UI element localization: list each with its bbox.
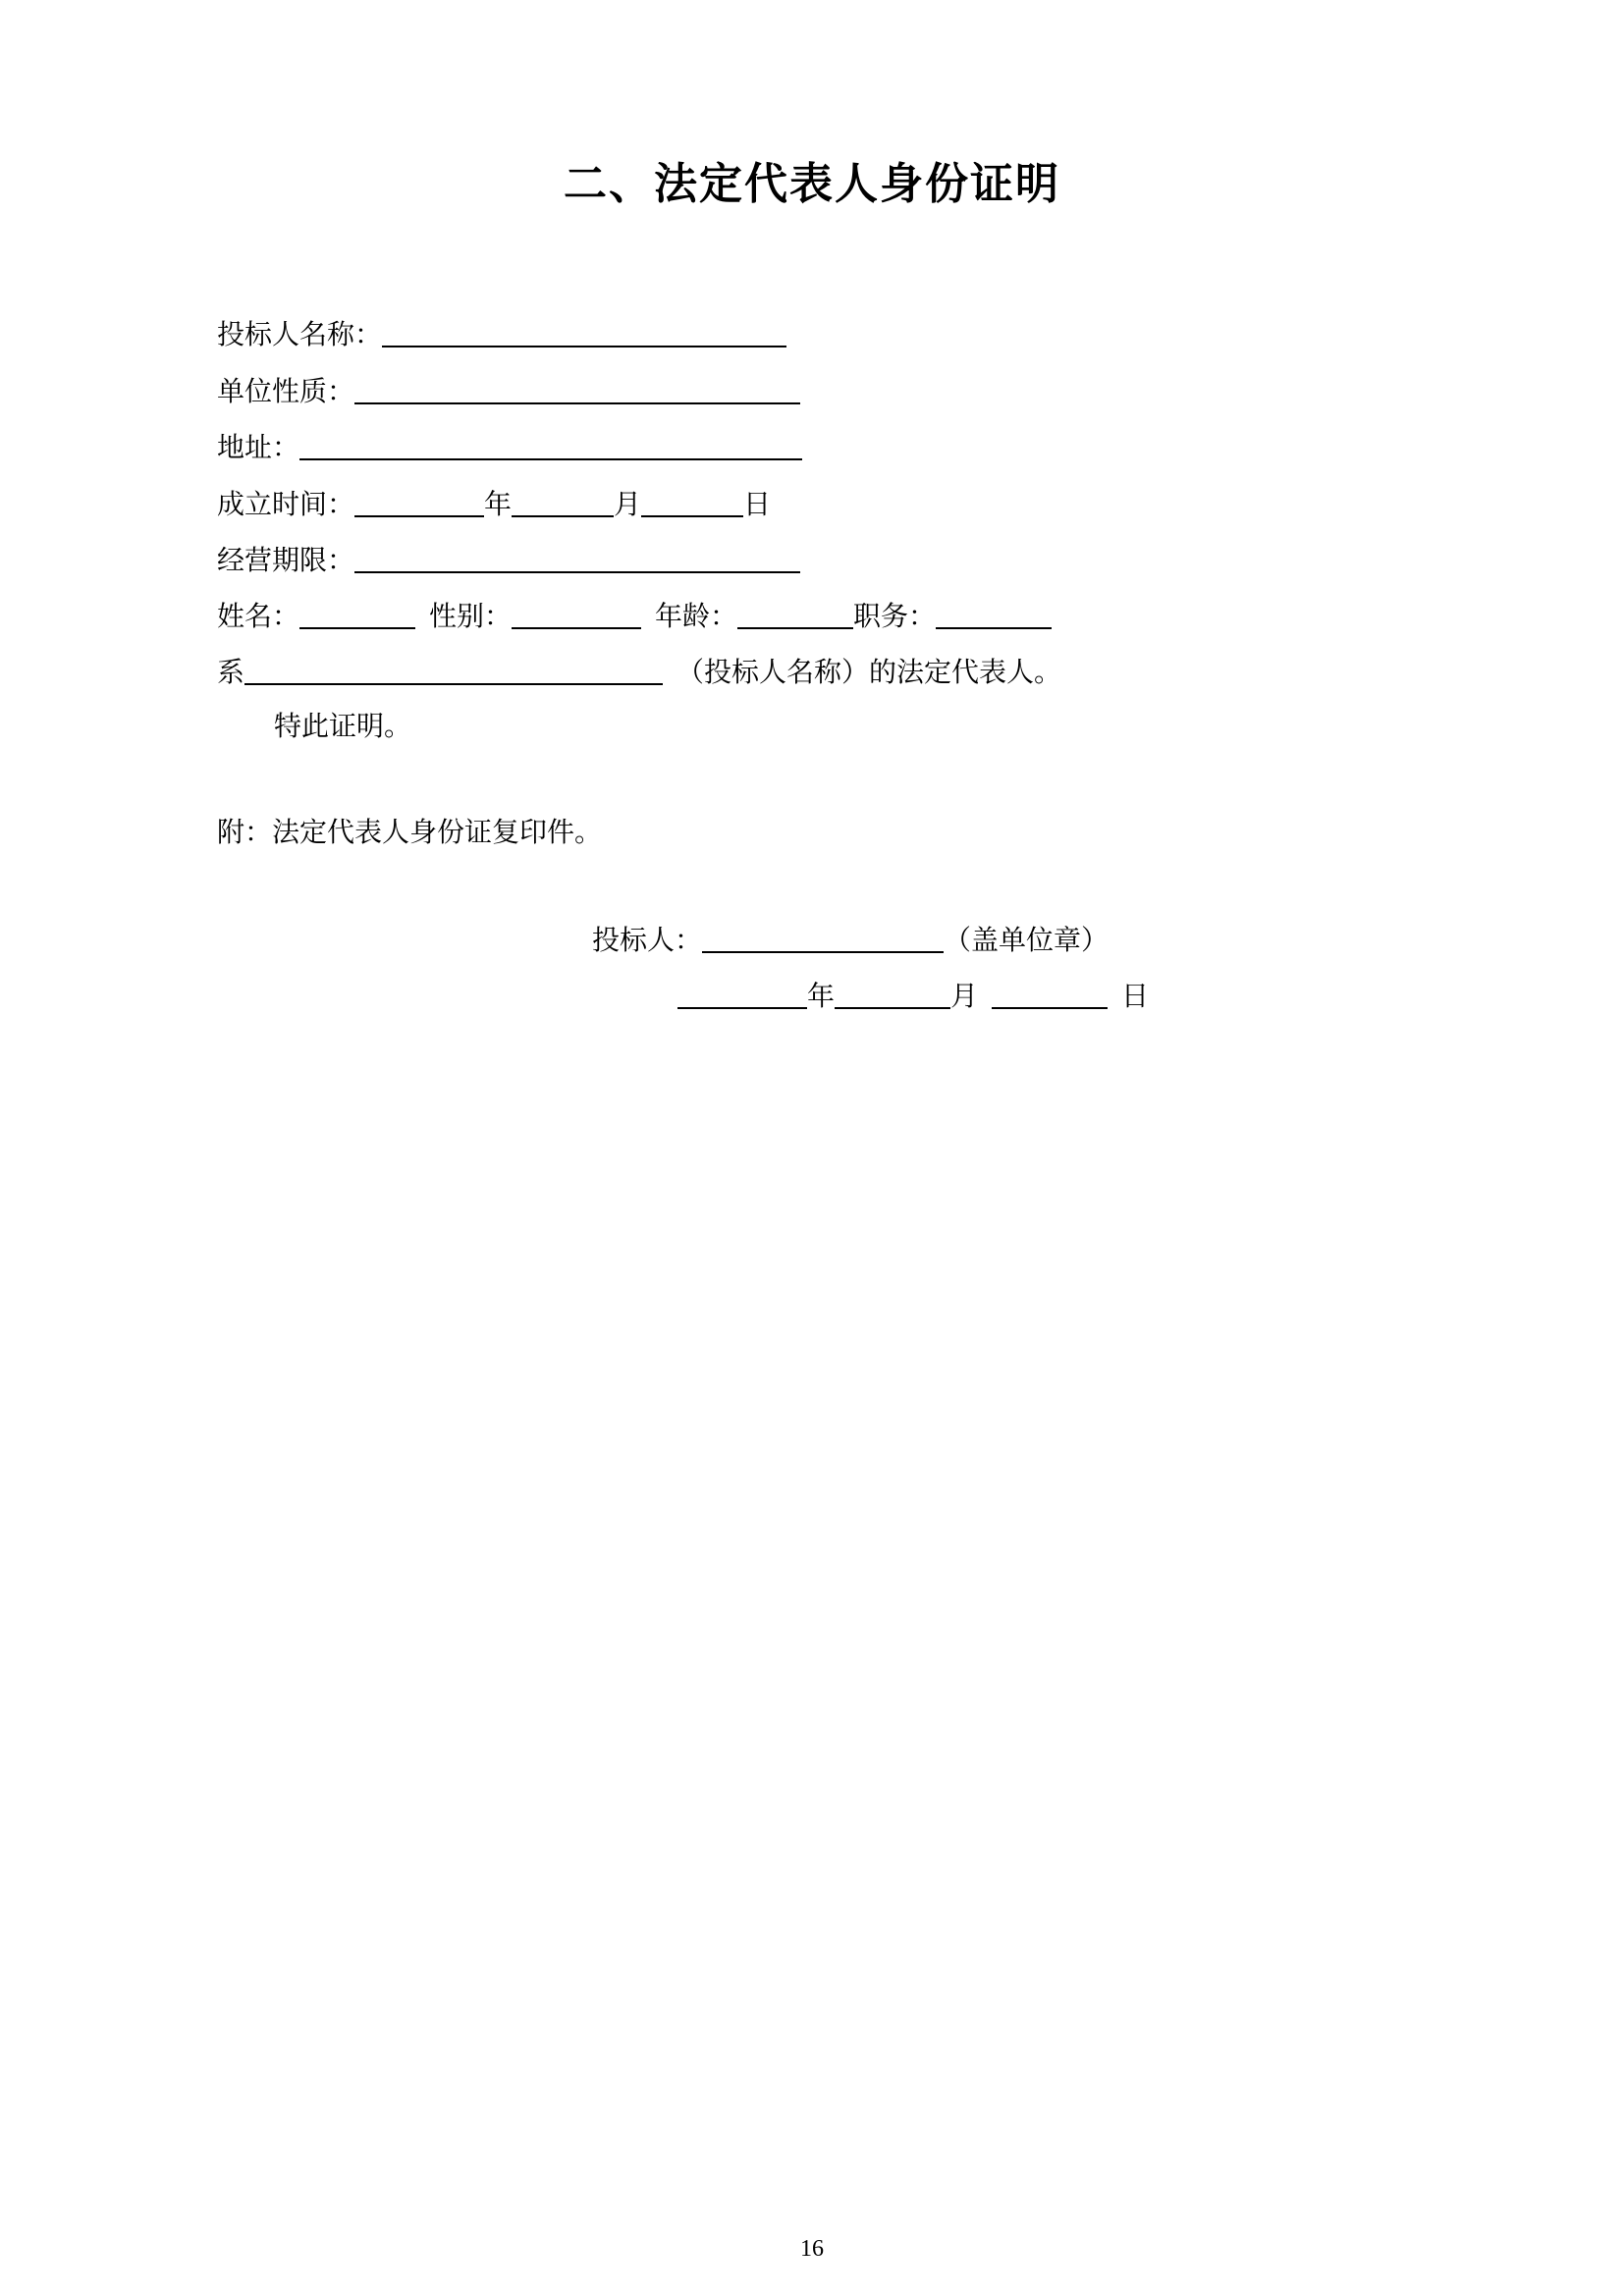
unit-nature-row [217,369,800,411]
unit-nature-blank[interactable] [354,373,800,404]
name-label: 姓名： [217,600,300,632]
legal-rep-bidder-blank[interactable] [244,654,663,685]
page-number: 16 [800,2236,824,2262]
gender-label: 性别： [429,600,513,632]
address-label: 地址： [217,431,300,463]
bidder-name-row [217,312,786,354]
seal-note: （盖单位章） [944,924,1110,956]
signer-blank[interactable] [702,922,944,953]
sign-day-unit: 日 [1121,980,1150,1012]
legal-rep-row [217,650,1061,692]
sign-month-unit: 月 [950,980,979,1012]
signer-row [592,918,1109,960]
bidder-name-blank[interactable] [382,316,786,347]
personal-info-row [217,594,1052,636]
is-suffix: （投标人名称）的法定代表人。 [677,656,1062,688]
position-blank[interactable] [936,598,1052,629]
business-term-row [217,538,800,580]
established-year-blank[interactable] [354,486,484,517]
established-day-unit: 日 [743,488,772,520]
sign-year-blank[interactable] [677,978,807,1009]
is-prefix: 系 [217,656,245,688]
address-row [217,425,802,467]
sign-day-blank[interactable] [992,978,1108,1009]
position-label: 职务： [853,600,937,632]
document-title: 二、法定代表人身份证明 [564,159,1060,209]
age-blank[interactable] [737,598,853,629]
unit-nature-label: 单位性质： [217,375,355,407]
age-label: 年龄： [655,600,738,632]
established-year-unit: 年 [484,488,513,520]
certify-line: 特此证明。 [274,710,412,742]
established-month-blank[interactable] [512,486,614,517]
established-day-blank[interactable] [641,486,743,517]
address-blank[interactable] [299,429,802,460]
business-term-label: 经营期限： [217,544,355,576]
gender-blank[interactable] [512,598,641,629]
business-term-blank[interactable] [354,542,800,573]
sign-date-row [677,974,1149,1016]
sign-month-blank[interactable] [835,978,950,1009]
signer-label: 投标人： [592,924,703,956]
sign-year-unit: 年 [807,980,836,1012]
established-label: 成立时间： [217,488,355,520]
established-month-unit: 月 [614,488,642,520]
attachment-line: 附：法定代表人身份证复印件。 [217,816,603,848]
established-row [217,482,771,524]
bidder-name-label: 投标人名称： [217,318,383,350]
name-blank[interactable] [299,598,415,629]
